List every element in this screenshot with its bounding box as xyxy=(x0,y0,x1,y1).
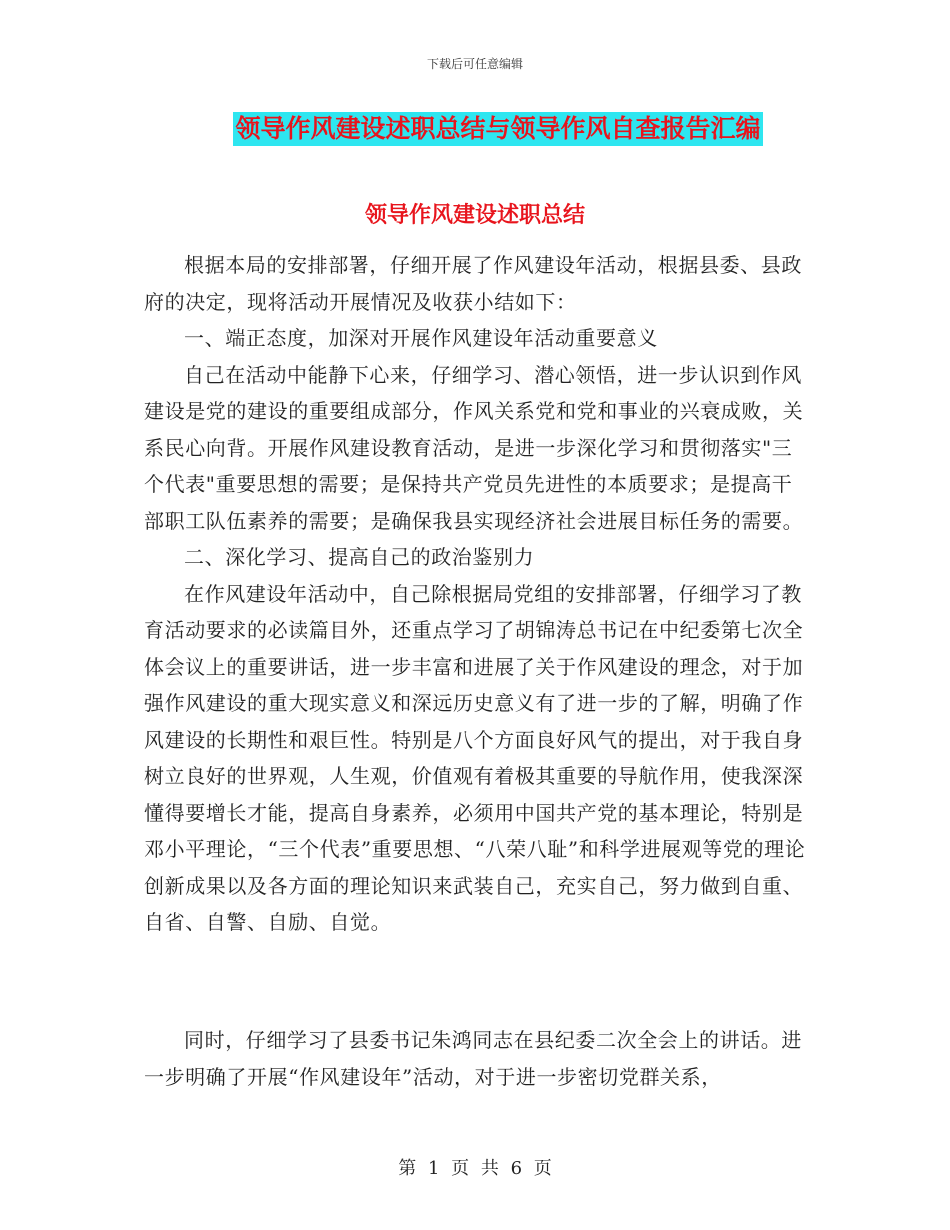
paragraph-section-2: 在作风建设年活动中，自己除根据局党组的安排部署，仔细学习了教育活动要求的必读篇目外，还重点学习了胡锦涛总书记在中纪委第七次全体会议上的重要讲话，进一步丰富和进展了关于作风建设的理念，对于加强作风建设的重大现实意义和深远历史意义有了进一步的了解，明确了作风建设的长期性和艰巨性。特别是八个方面良好风气的提出，对于我自身树立良好的世界观，人生观，价值观有着极其重要的导航作用，使我深深懂得要增长才能，提高自身素养，必须用中国共产党的基本理论，特别是邓小平理论，“三个代表”重要思想、“八荣八耻”和科学进展观等党的理论创新成果以及各方面的理论知识来武装自己，充实自己，努力做到自重、自省、自警、自励、自觉。 xyxy=(144,581,806,934)
page-header-note: 下载后可任意编辑 xyxy=(426,57,523,71)
document-body xyxy=(144,247,810,941)
page-number: 第 1 页 共 6 页 xyxy=(398,1158,552,1179)
document-title-container xyxy=(0,112,950,146)
paragraph-heading-1: 一、端正态度，加深对开展作风建设年活动重要意义 xyxy=(184,326,658,350)
section-title: 领导作风建设述职总结 xyxy=(364,203,585,228)
document-title: 领导作风建设述职总结与领导作风自查报告汇编 xyxy=(233,112,762,146)
paragraph-heading-2: 二、深化学习、提高自己的政治鉴别力 xyxy=(184,545,535,569)
paragraph-section-3: 同时，仔细学习了县委书记朱鸿同志在县纪委二次全会上的讲话。进一步明确了开展“作风建设年”活动，对于进一步密切党群关系， xyxy=(144,1028,802,1089)
document-body-continued xyxy=(144,1022,810,1095)
paragraph-intro: 根据本局的安排部署，仔细开展了作风建设年活动，根据县委、县政府的决定，现将活动开展情况及收获小结如下： xyxy=(144,253,802,314)
paragraph-section-1: 自己在活动中能静下心来，仔细学习、潜心领悟，进一步认识到作风建设是党的建设的重要组成部分，作风关系党和党和事业的兴衰成败，关系民心向背。开展作风建设教育活动，是进一步深化学习和贯彻落实"三个代表"重要思想的需要；是保持共产党员先进性的本质要求；是提高干部职工队伍素养的需要；是确保我县实现经济社会进展目标任务的需要。 xyxy=(144,362,804,533)
